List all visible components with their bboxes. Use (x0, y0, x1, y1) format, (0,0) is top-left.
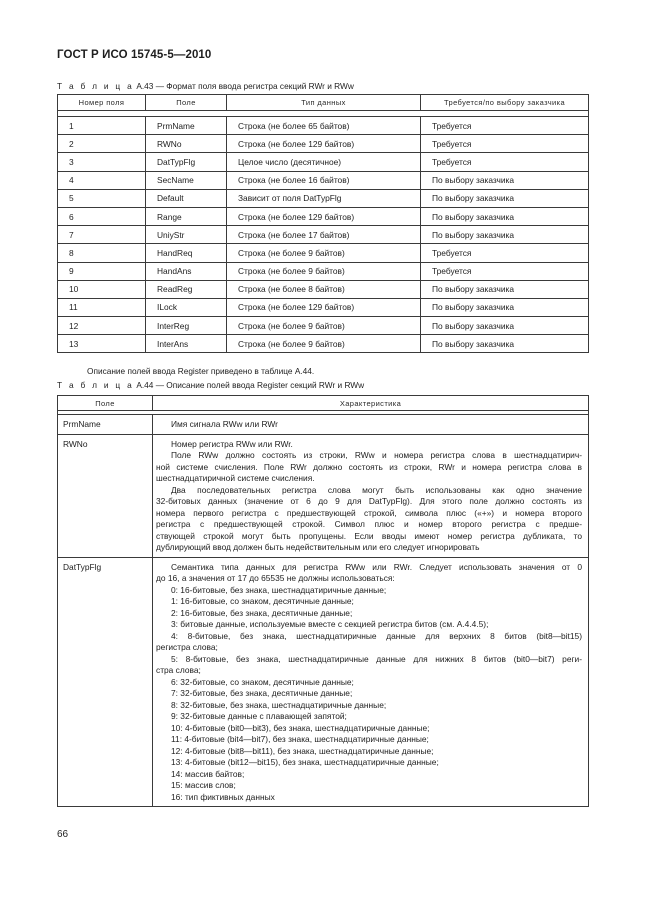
table-a43-cell-field-number: 6 (58, 207, 146, 225)
description-line: стра слова; (156, 665, 201, 675)
table-a44-description (153, 557, 589, 807)
table-a43-cell-field-number: 2 (58, 135, 146, 153)
table-a43-cell-field-number: 11 (58, 298, 146, 316)
table-a43-cell-field-name: PrmName (146, 117, 227, 135)
page-number: 66 (57, 829, 69, 840)
table-a43-cell-field-number: 1 (58, 117, 146, 135)
table-a43-cell-required-status: По выбору заказчика (421, 280, 589, 298)
table-a43-col-field: Поле (146, 95, 227, 111)
description-line: 1: 16-битовые, со знаком, десятичные данные; (171, 596, 354, 606)
document-header: ГОСТ Р ИСО 15745-5—2010 (57, 49, 212, 61)
description-line: 9: 32-битовые данные с плавающей запятой; (171, 711, 347, 721)
table-a43-cell-field-name: ReadReg (146, 280, 227, 298)
table-a43-cell-field-name: Default (146, 189, 227, 207)
description-line: Имя сигнала RWw или RWr (171, 419, 278, 429)
table-row (58, 317, 589, 335)
table-row (58, 557, 589, 807)
table-row (58, 135, 589, 153)
table-a44-description (153, 434, 589, 557)
table-a44-col-field: Поле (58, 396, 153, 411)
table-a43-cell-field-number: 12 (58, 317, 146, 335)
table-a43-cell-field-number: 9 (58, 262, 146, 280)
table-a43-cell-data-type: Целое число (десятичное) (227, 153, 421, 171)
description-line: регистра с предшествующей строкой. Символ плюс и номер второго регистра с предше- (156, 519, 582, 529)
description-line: номера первого регистра с предшествующей строкой, символа плюс («+») и номера второго (156, 507, 582, 518)
table-a43-caption (57, 81, 354, 91)
table-a43-cell-data-type: Строка (не более 129 байтов) (227, 298, 421, 316)
table-a43-cell-data-type: Строка (не более 9 байтов) (227, 262, 421, 280)
table-a43-cell-field-number: 7 (58, 226, 146, 244)
description-line: 5: 8-битовые, без знака, шестнадцатиричные данные для нижних 8 битов (bit0—bit7) реги- (171, 653, 582, 664)
table-a43-cell-required-status: Требуется (421, 153, 589, 171)
table-row (58, 415, 589, 435)
table-a43-cell-field-number: 13 (58, 335, 146, 353)
table-a43-cell-field-number: 3 (58, 153, 146, 171)
table-a43-cell-required-status: По выбору заказчика (421, 189, 589, 207)
description-line: 32-битовых данных (значение от 6 до 9 для DatTypFlg). Для этого поле должно состоять из (156, 496, 582, 506)
table-a44-header-row (58, 396, 589, 411)
description-line: Поле RWw должно состоять из строки, RWw и номера регистра слова в шестнадцатирич- (171, 450, 582, 460)
description-line: 4: 8-битовые, без знака, шестнадцатиричные данные для верхних 8 битов (bit8—bit15) (171, 630, 582, 641)
table-a43-header-row (58, 95, 589, 111)
table-a43-body (58, 111, 589, 353)
table-a43-cell-data-type: Строка (не более 17 байтов) (227, 226, 421, 244)
table-a43-cell-required-status: По выбору заказчика (421, 298, 589, 316)
description-line: до 16, а значения от 17 до 65535 не должны использоваться: (156, 573, 395, 583)
table-a43-cell-data-type: Строка (не более 9 байтов) (227, 335, 421, 353)
description-line: 6: 32-битовые, со знаком, десятичные данные; (171, 676, 354, 687)
description-line: регистра слова; (156, 642, 218, 652)
table-a43-cell-required-status: По выбору заказчика (421, 207, 589, 225)
table-row (58, 434, 589, 557)
table-a44 (57, 395, 589, 807)
description-line: ной системе счисления. Поле RWr должно состоять из строки, RWr и номера регистра слова в (156, 461, 582, 472)
description-line: шестнадцатиричной системе счисления. (156, 473, 315, 483)
table-a43-cell-data-type: Строка (не более 9 байтов) (227, 317, 421, 335)
table-a43-cell-required-status: По выбору заказчика (421, 226, 589, 244)
table-a43-cell-field-name: DatTypFlg (146, 153, 227, 171)
table-a43-caption-prefix: Т а б л и ц а (57, 81, 135, 91)
table-row (58, 280, 589, 298)
description-line: 14: массив байтов; (171, 768, 245, 779)
table-row (58, 171, 589, 189)
table-a43-caption-text: А.43 — Формат поля ввода регистра секций RWr и RWw (136, 81, 354, 91)
table-a43-cell-field-name: UniyStr (146, 226, 227, 244)
table-row (58, 298, 589, 316)
table-row (58, 335, 589, 353)
description-line: 12: 4-битовые (bit8—bit11), без знака, шестнадцатиричные данные; (171, 745, 434, 756)
table-a43-cell-field-name: HandReq (146, 244, 227, 262)
table-a43-cell-required-status: Требуется (421, 262, 589, 280)
table-a43-cell-data-type: Строка (не более 16 байтов) (227, 171, 421, 189)
table-a44-caption-text: А.44 — Описание полей ввода Register секций RWr и RWw (136, 380, 365, 390)
description-line: 2: 16-битовые, без знака, десятичные данные; (171, 607, 353, 618)
table-a43-col-number: Номер поля (58, 95, 146, 111)
table-a43-cell-field-name: InterReg (146, 317, 227, 335)
description-line: ствующей строкой могут быть пропущены. Если вводы имеют номер регистра дубликата, то (156, 530, 582, 541)
table-a43-cell-field-name: ILock (146, 298, 227, 316)
description-line: 16: тип фиктивных данных (171, 791, 275, 802)
table-a43-cell-field-name: Range (146, 207, 227, 225)
table-a43-cell-field-name: SecName (146, 171, 227, 189)
table-a44-body (58, 411, 589, 807)
table-a43-cell-required-status: Требуется (421, 135, 589, 153)
table-a44-field-name: PrmName (58, 415, 153, 435)
table-a43-cell-field-number: 4 (58, 171, 146, 189)
description-line: 3: битовые данные, используемые вместе с секцией регистра битов (см. А.4.4.5); (171, 619, 489, 629)
table-a43-cell-data-type: Строка (не более 9 байтов) (227, 244, 421, 262)
table-a43-cell-field-number: 5 (58, 189, 146, 207)
description-line: 0: 16-битовые, без знака, шестнадцатиричные данные; (171, 584, 387, 595)
table-a43-col-type: Тип данных (227, 95, 421, 111)
table-a43-cell-required-status: По выбору заказчика (421, 171, 589, 189)
table-row (58, 207, 589, 225)
table-a43-cell-data-type: Зависит от поля DatTypFlg (227, 189, 421, 207)
table-a43-cell-field-number: 10 (58, 280, 146, 298)
table-a43-cell-data-type: Строка (не более 129 байтов) (227, 135, 421, 153)
description-line: Два последовательных регистра слова могут быть использованы как одно значение (171, 484, 582, 495)
table-a43-cell-required-status: Требуется (421, 244, 589, 262)
table-row (58, 117, 589, 135)
table-a43-cell-field-number: 8 (58, 244, 146, 262)
description-line: Семантика типа данных для регистра RWw или RWr. Следует использовать значения от 0 (171, 561, 582, 572)
table-row (58, 262, 589, 280)
table-a43-cell-field-name: HandAns (146, 262, 227, 280)
description-line: Номер регистра RWw или RWr. (171, 438, 293, 449)
table-a43-cell-required-status: По выбору заказчика (421, 335, 589, 353)
table-a44-reference-note: Описание полей ввода Register приведено в таблице А.44. (87, 366, 315, 376)
description-line: дублирующий ввод должен быть недействительным или его следует игнорировать (156, 542, 480, 552)
description-line: 10: 4-битовые (bit0—bit3), без знака, шестнадцатиричные данные; (171, 722, 430, 733)
table-a44-description (153, 415, 589, 435)
table-row (58, 226, 589, 244)
description-line: 7: 32-битовые, без знака, десятичные данные; (171, 688, 353, 698)
table-a43 (57, 94, 589, 353)
description-line: 13: 4-битовые (bit12—bit15), без знака, шестнадцатиричные данные; (171, 757, 439, 767)
table-a44-col-characteristic: Характеристика (153, 396, 589, 411)
table-a44-caption-prefix: Т а б л и ц а (57, 380, 135, 390)
table-row (58, 244, 589, 262)
table-a43-cell-required-status: Требуется (421, 117, 589, 135)
description-line: 15: массив слов; (171, 780, 236, 790)
table-a43-cell-field-name: RWNo (146, 135, 227, 153)
description-line: 8: 32-битовые, без знака, шестнадцатиричные данные; (171, 699, 387, 710)
table-a44-field-name: DatTypFlg (58, 557, 153, 807)
table-a43-cell-data-type: Строка (не более 129 байтов) (227, 207, 421, 225)
table-row (58, 189, 589, 207)
table-a43-cell-data-type: Строка (не более 65 байтов) (227, 117, 421, 135)
table-a43-cell-data-type: Строка (не более 8 байтов) (227, 280, 421, 298)
table-row (58, 153, 589, 171)
description-line: 11: 4-битовые (bit4—bit7), без знака, шестнадцатиричные данные; (171, 734, 429, 744)
table-a43-col-required: Требуется/по выбору заказчика (421, 95, 589, 111)
table-a43-cell-field-name: InterAns (146, 335, 227, 353)
table-a44-field-name: RWNo (58, 434, 153, 557)
table-a44-caption (57, 380, 364, 390)
table-a43-cell-required-status: По выбору заказчика (421, 317, 589, 335)
